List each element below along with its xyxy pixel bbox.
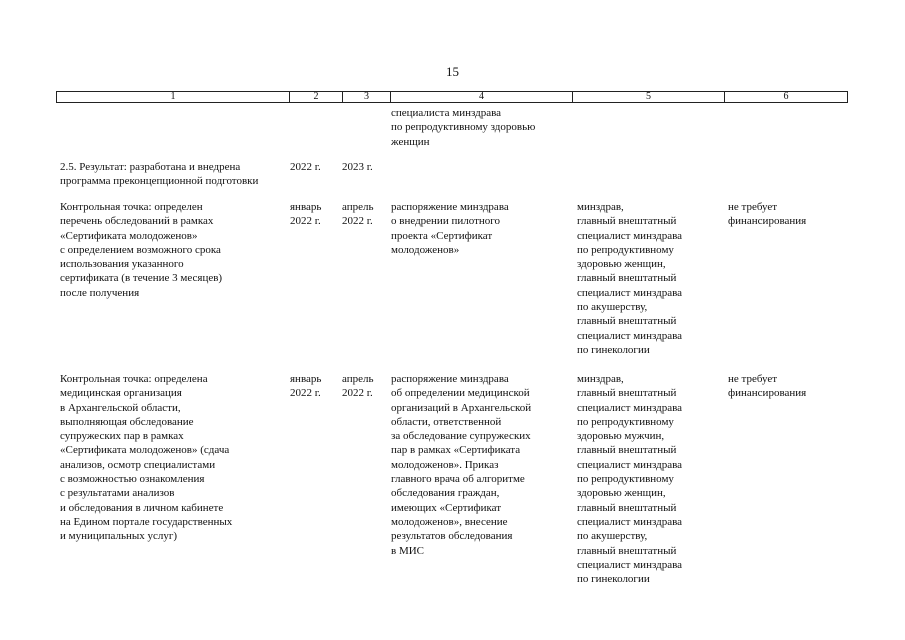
result-end: 2023 г. [342,161,373,173]
page-number: 15 [446,64,459,79]
checkpoint-start: январь 2022 г. [290,201,322,228]
checkpoint-end: апрель 2022 г. [342,201,374,228]
checkpoint-responsible: минздрав, главный внештатный специалист минздрава по репродуктивному здоровью мужчин, главный внештатный специалист минздрава по репродуктивному здоровью женщин, главный внештатный специалист минздрава по акушерству, главный внештатный специалист минздрава по гинекологии [577,373,683,586]
checkpoint-document: распоряжение минздрава об определении медицинской организаций в Архангельской области, ответственной за обследование супружеских пар в рамках «Сертификата молодоженов». Приказ главного врача об алгоритме обследования граждан, имеющих «Сертификат молодоженов», внесение результатов обследования в МИС [391,373,532,557]
checkpoint-name: Контрольная точка: определена медицинская организация в Архангельской области, выполняющая обследование супружеских пар в рамках «Сертификата молодоженов» (сдача анализов, осмотр специалистами с возможностью ознакомления с результатами анализов и обследования в личном кабинете на Едином портале государственных и муниципальных услуг) [60,373,233,543]
header-cell-6: 6 [783,91,789,102]
checkpoint-financing: не требует финансирования [728,373,807,400]
checkpoint-document: распоряжение минздрава о внедрении пилотного проекта «Сертификат молодоженов» [391,201,509,256]
checkpoint-end: апрель 2022 г. [342,373,374,400]
checkpoint-responsible: минздрав, главный внештатный специалист минздрава по репродуктивному здоровью женщин, главный внештатный специалист минздрава по акушерству, главный внештатный специалист минздрава по гинекологии [577,201,683,356]
continuation-document: специалиста минздрава по репродуктивному здоровью женщин [391,107,536,148]
header-cell-2: 2 [290,92,343,102]
header-cell-4: 4 [391,92,573,102]
header-cell-5: 5 [573,92,725,102]
result-start: 2022 г. [290,161,321,173]
checkpoint-name: Контрольная точка: определен перечень обследований в рамках «Сертификата молодоженов» с определением возможного срока использования указанного сертификата (в течение 3 месяцев) после получения [60,201,223,299]
table-header-row [56,91,848,103]
header-cell-3: 3 [343,92,391,102]
header-cell-1: 1 [57,92,290,102]
result-name: 2.5. Результат: разработана и внедрена программа преконцепционной подготовки [60,161,259,188]
checkpoint-financing: не требует финансирования [728,201,807,228]
checkpoint-start: январь 2022 г. [290,373,322,400]
